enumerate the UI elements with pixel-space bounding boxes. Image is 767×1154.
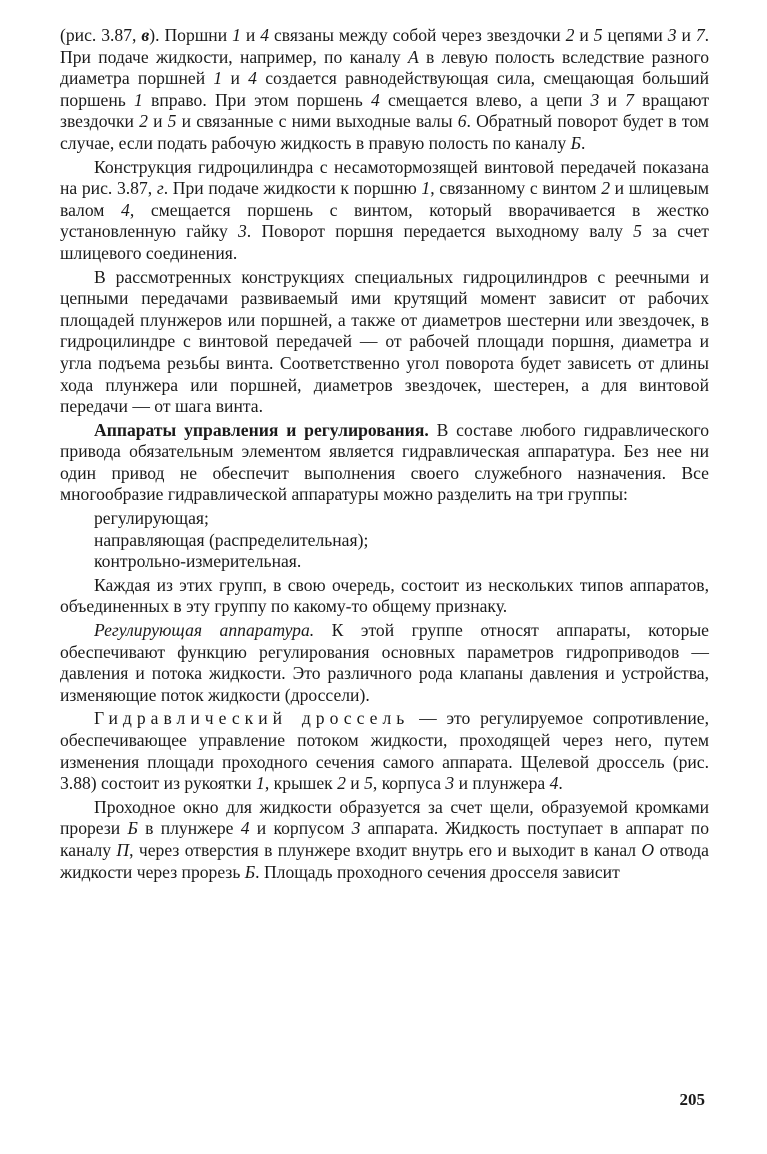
text-run: . Обратный поворот будет в том случае, если подать рабочую жидкость в правую полость по каналу	[60, 111, 709, 153]
text-run: В рассмотренных конструкциях специальных гидроцилиндров с реечными и цепными передачами развиваемый ими крутящий момент зависит от рабочих площадей плунжеров или поршней, а также от диаметров шестерни или звездочек, в гидроцилиндре с винтовой передачей — от рабочей площади поршня, диаметра и угла подъема резьбы винта. Соответственно угол поворота будет зависеть от длины хода плунжера или поршней, диаметров звездочек, шестерен, а для винтовой передачи — от шага винта.	[60, 266, 709, 417]
text-run: Конструкция гидроцилиндра с несамотормозящей винтовой передачей показана на рис. 3.87,	[60, 156, 709, 199]
text-run: 3	[590, 89, 600, 110]
group-list	[60, 508, 709, 573]
paragraph	[60, 420, 709, 506]
text-run: А	[407, 46, 419, 67]
text-run: в	[141, 25, 150, 45]
text-run: , через отверстия в плунжере входит внутрь его и выходит в канал	[129, 839, 642, 860]
paragraph	[60, 267, 709, 418]
text-run: Каждая из этих групп, в свою очередь, состоит из нескольких типов аппаратов, объединенных в эту группу по какому-то общему признаку.	[60, 574, 709, 617]
text-run: 3	[667, 25, 677, 45]
list-item: контрольно-измерительная.	[94, 551, 302, 572]
text-run: в левую полость вследствие разного диаметра поршней	[60, 46, 710, 89]
text-run: г	[156, 178, 164, 199]
text-run: Б	[570, 132, 581, 153]
text-run: 1	[256, 773, 265, 794]
text-run: вправо. При этом поршень	[142, 89, 371, 110]
text-run: 1	[213, 68, 223, 89]
text-run: цепями	[602, 25, 668, 45]
paragraph	[60, 157, 709, 265]
text-run: 7	[625, 89, 634, 110]
paragraph	[60, 25, 709, 155]
text-run: К этой группе относят аппараты, которые обеспечивают функцию регулирования основных параметров гидроприводов — давления и потока жидкости. Это различного рода клапаны давления и устройства, изменяющие поток жидкости (дроссели).	[60, 620, 709, 705]
text-run: Аппараты управления и регулирования.	[94, 419, 429, 440]
text-run: 1	[134, 89, 143, 110]
text-run: и	[599, 89, 626, 110]
list-item: направляющая (распределительная);	[94, 529, 369, 550]
text-run: .	[558, 773, 563, 794]
text-run: 4	[549, 773, 559, 794]
text-run: Б	[244, 861, 256, 882]
text-run: 3	[351, 818, 361, 839]
text-run: ). Поршни	[149, 25, 233, 45]
paragraph	[60, 797, 709, 883]
text-run: 5	[364, 773, 373, 794]
text-run: вращают звездочки	[60, 89, 710, 132]
text-run: 1	[421, 178, 431, 199]
text-run: 3	[238, 221, 247, 242]
text-run: 3	[445, 773, 455, 794]
text-block-top	[60, 25, 709, 506]
text-run: 5	[593, 25, 603, 45]
text-run: 4	[121, 199, 130, 220]
text-run: и плунжера	[454, 773, 550, 794]
text-run: 5	[167, 111, 177, 132]
paragraph	[60, 620, 709, 706]
text-run: . Поворот поршня передается выходному валу	[246, 221, 634, 242]
text-run: аппарата. Жидкость поступает в аппарат по каналу	[60, 818, 710, 860]
text-run: . При подаче жидкости к поршню	[163, 178, 422, 199]
text-run: Регулирующая аппаратура.	[94, 620, 315, 641]
text-run: О	[641, 839, 655, 860]
text-run: и связанные с ними выходные валы	[176, 111, 458, 132]
text-run: связаны между собой через звездочки	[269, 25, 566, 45]
text-run: и	[345, 773, 365, 794]
text-run: и	[676, 25, 696, 45]
text-run: 2	[601, 178, 611, 199]
list-item: регулирующая;	[94, 508, 209, 529]
text-run: 5	[633, 221, 642, 242]
text-run: 4	[240, 818, 250, 839]
text-run: и	[240, 25, 261, 45]
text-run: и шлицевым валом	[60, 178, 709, 220]
text-run: за счет шлицевого соединения.	[60, 221, 709, 263]
text-run: в плунжере	[137, 818, 241, 839]
text-run: 4	[260, 25, 269, 45]
text-run: , крышек	[264, 773, 338, 794]
text-run: Проходное окно для жидкости образуется за счет щели, образуемой кромками прорези	[60, 796, 709, 839]
text-run: 4	[248, 68, 257, 89]
text-block-bottom	[60, 575, 709, 883]
paragraph	[60, 708, 709, 794]
text-run: смещается влево, а цепи	[379, 89, 591, 110]
text-run: и	[574, 25, 594, 45]
text-run: 2	[337, 773, 346, 794]
text-run: , корпуса	[372, 773, 446, 794]
text-run: Гидравлический дроссель	[94, 708, 410, 729]
text-run: 7	[695, 25, 705, 45]
text-run: В составе любого гидравлического привода обязательным элементом является гидравлическая аппаратура. Без нее ни один привод не обеспечит выполнения своего служебного назначения. Все многообразие гидравлической аппаратуры можно разделить на три группы:	[60, 419, 710, 505]
text-run: . При подаче жидкости, например, по каналу	[60, 25, 710, 67]
text-run: .	[580, 132, 586, 153]
text-run: . Площадь проходного сечения дросселя зависит	[255, 861, 620, 882]
text-run: 2	[139, 111, 148, 132]
text-run: 4	[370, 89, 380, 110]
text-run: Б	[127, 818, 138, 839]
text-run: , смещается поршень с винтом, который вворачивается в жестко установленную гайку	[60, 199, 710, 242]
page-number: 205	[679, 1090, 705, 1109]
text-run: и	[222, 68, 249, 89]
text-run: отвода жидкости через прорезь	[60, 839, 709, 882]
text-run: 1	[232, 25, 241, 45]
text-run: 6	[457, 111, 467, 132]
text-run: создается равнодействующая сила, смещающая больший поршень	[60, 68, 709, 110]
text-run: — это регулируемое сопротивление, обеспечивающее управление потоком жидкости, проходящей через него, путем изменения площади проходного сечения самого аппарата. Щелевой дроссель (рис. 3.88) состоит из рукоятки	[60, 708, 709, 794]
text-run: , связанному с винтом	[430, 178, 602, 199]
text-run: П	[116, 839, 130, 860]
text-run: и	[147, 111, 168, 132]
text-run: и корпусом	[249, 818, 352, 839]
paragraph	[60, 575, 709, 618]
text-run: 2	[565, 25, 575, 45]
text-run: (рис. 3.87,	[60, 25, 142, 45]
